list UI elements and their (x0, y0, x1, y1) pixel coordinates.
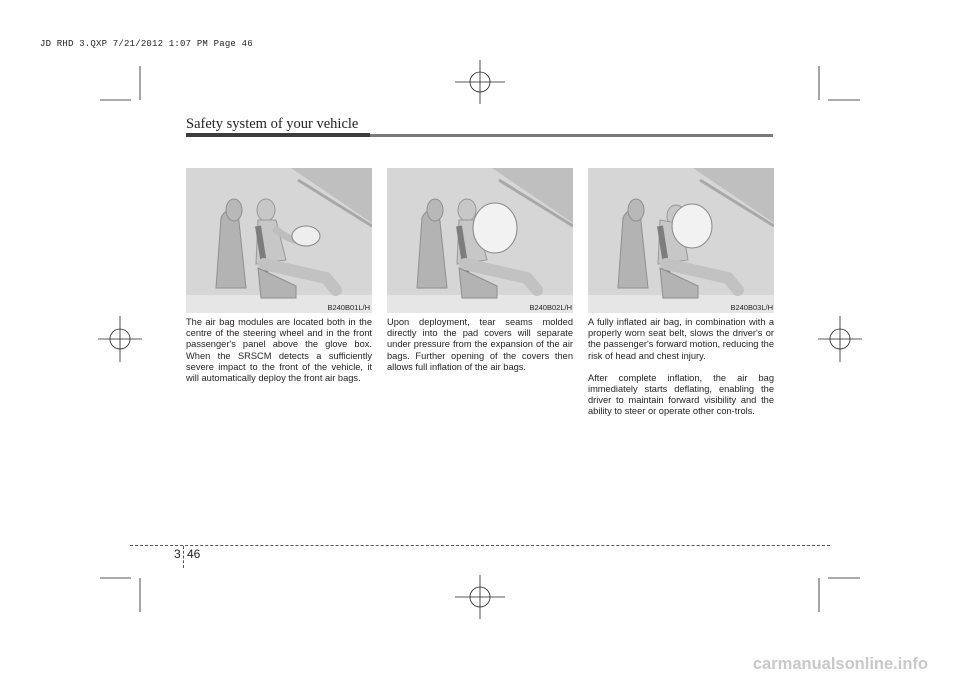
paragraph: The air bag modules are located both in the centre of the steering wheel and in the front passenger's panel above the glove box. When the SRSCM detects a sufficiently severe impact to the front of the vehicle, it will automatically deploy the front air bags. (186, 317, 372, 384)
figure-code-3: B240B03L/H (730, 303, 773, 312)
paragraph: A fully inflated air bag, in combination with a properly worn seat belt, slows the driver's or the passenger's forward motion, reducing the risk of head and chest injury. (588, 317, 774, 361)
column-3-text (588, 317, 774, 429)
paragraph: After complete inflation, the air bag immediately starts deflating, enabling the driver to maintain forward visibility and the ability to steer or operate other con-trols. (588, 372, 774, 417)
registration-mark-bottom (455, 575, 505, 619)
header-rule-accent (186, 133, 370, 137)
airbag-figure-1 (186, 168, 372, 313)
paragraph: Upon deployment, tear seams molded directly into the pad covers will separate under pressure from the expansion of the air bags. Further opening of the covers then allows full inflation of the air bags. (387, 317, 573, 372)
registration-mark-top (455, 60, 505, 104)
page-number: 46 (187, 547, 201, 561)
airbag-figure-3 (588, 168, 774, 313)
footer-rule (130, 545, 830, 546)
figure-code-1: B240B01L/H (327, 303, 370, 312)
figure-code-2: B240B02L/H (529, 303, 572, 312)
chapter-number: 3 (174, 547, 181, 561)
footer-divider (183, 546, 184, 568)
airbag-figure-2 (387, 168, 573, 313)
watermark: carmanualsonline.info (752, 655, 928, 673)
column-1-text (186, 317, 372, 395)
column-2-text (387, 317, 573, 384)
print-slug: JD RHD 3.QXP 7/21/2012 1:07 PM Page 46 (40, 39, 253, 49)
registration-mark-right (818, 316, 862, 362)
registration-mark-left (98, 316, 142, 362)
page-title: Safety system of your vehicle (186, 116, 359, 132)
